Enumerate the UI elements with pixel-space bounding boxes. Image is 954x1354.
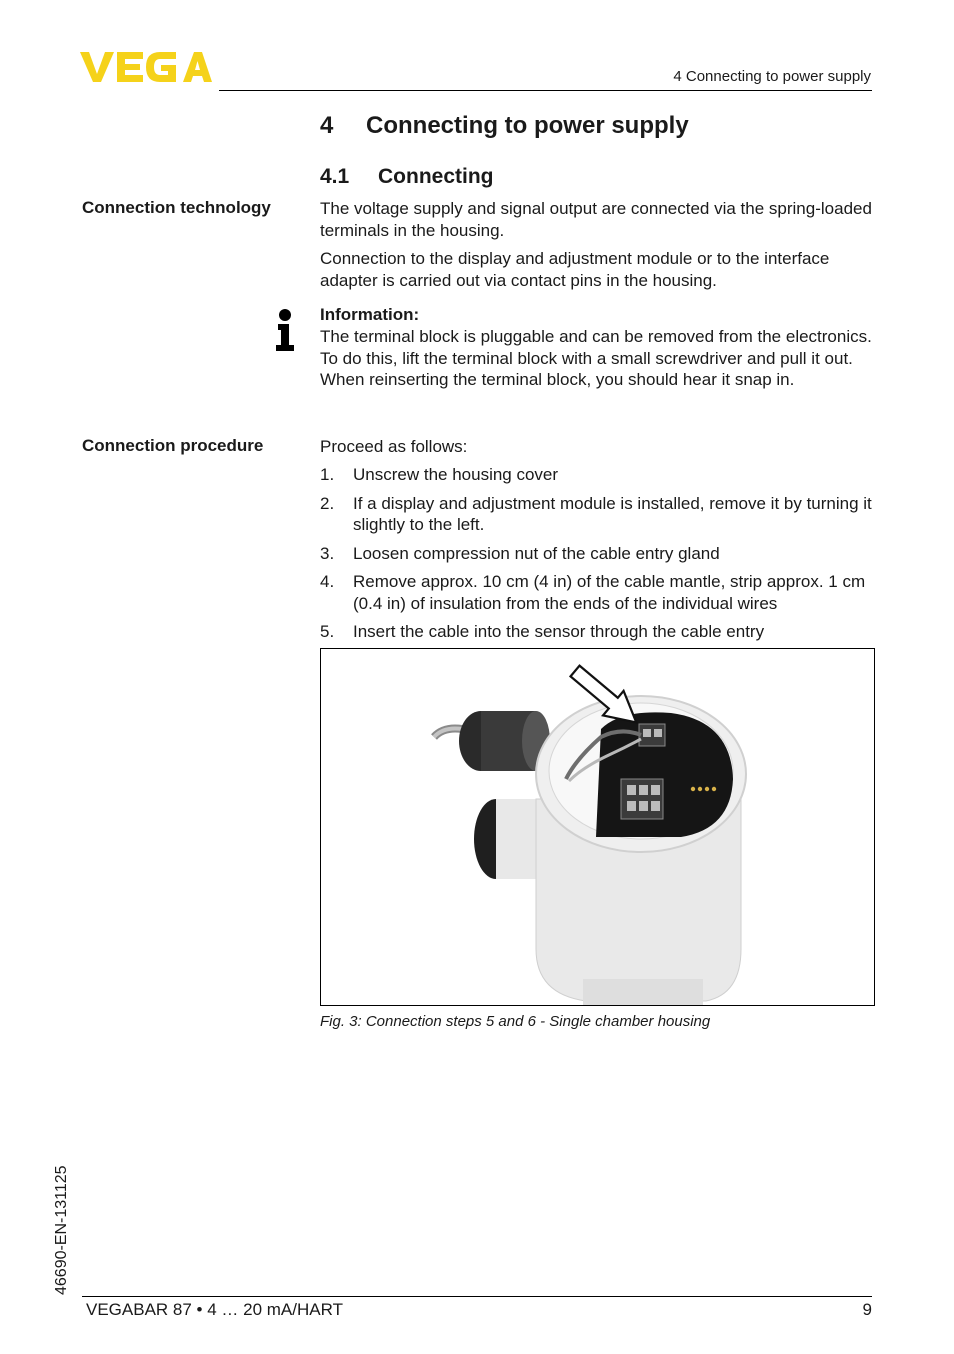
footer-product: VEGABAR 87 • 4 … 20 mA/HART xyxy=(86,1300,343,1319)
list-item xyxy=(320,543,872,565)
procedure-intro: Proceed as follows: xyxy=(320,437,468,456)
figure-housing-illustration xyxy=(320,648,875,1006)
page-number: 9 xyxy=(862,1300,872,1319)
connection-procedure-label: Connection procedure xyxy=(82,436,264,455)
info-icon xyxy=(274,309,296,351)
step-text: Remove approx. 10 cm (4 in) of the cable mantle, strip approx. 1 cm (0.4 in) of insulation from the ends of the individual wires xyxy=(353,572,866,613)
chapter-heading xyxy=(320,112,689,140)
figure-caption: Fig. 3: Connection steps 5 and 6 - Single chamber housing xyxy=(320,1013,711,1030)
list-item xyxy=(320,493,872,536)
step-text: Insert the cable into the sensor through the cable entry xyxy=(353,622,765,641)
procedure-steps xyxy=(320,464,872,643)
vega-logo xyxy=(80,50,212,84)
header-rule xyxy=(219,90,872,91)
section-title: Connecting xyxy=(378,165,494,188)
step-text: Unscrew the housing cover xyxy=(353,465,559,484)
step-text: If a display and adjustment module is installed, remove it by turning it slightly to the left. xyxy=(353,493,872,534)
step-number: 4. xyxy=(320,572,335,591)
housing-illustration xyxy=(321,649,874,1005)
document-number-text: 46690-EN-131125 xyxy=(53,1165,70,1295)
step-number: 1. xyxy=(320,465,335,484)
chapter-title: Connecting to power supply xyxy=(366,112,689,139)
list-item xyxy=(320,571,872,614)
paragraph: Connection to the display and adjustment module or to the interface adapter is carried out via contact pins in the housing. xyxy=(320,249,830,290)
step-number: 3. xyxy=(320,543,335,563)
paragraph: The voltage supply and signal output are connected via the spring-loaded terminals in the housing. xyxy=(320,199,872,240)
document-number xyxy=(41,1145,83,1295)
section-heading xyxy=(320,165,494,189)
list-item xyxy=(320,621,872,643)
connection-technology-label: Connection technology xyxy=(82,198,271,217)
footer-rule xyxy=(82,1296,872,1297)
step-number: 5. xyxy=(320,622,335,641)
section-number: 4.1 xyxy=(320,165,350,188)
list-item xyxy=(320,464,872,486)
chapter-number: 4 xyxy=(320,112,334,139)
step-number: 2. xyxy=(320,493,335,513)
info-title: Information: xyxy=(320,305,420,324)
step-text: Loosen compression nut of the cable entry gland xyxy=(353,543,720,563)
running-header: 4 Connecting to power supply xyxy=(673,68,871,85)
info-text: The terminal block is pluggable and can be removed from the electronics. To do this, lift the terminal block with a small screwdriver and pull it out. When reinserting the terminal block, you should hear it snap in. xyxy=(320,327,872,389)
